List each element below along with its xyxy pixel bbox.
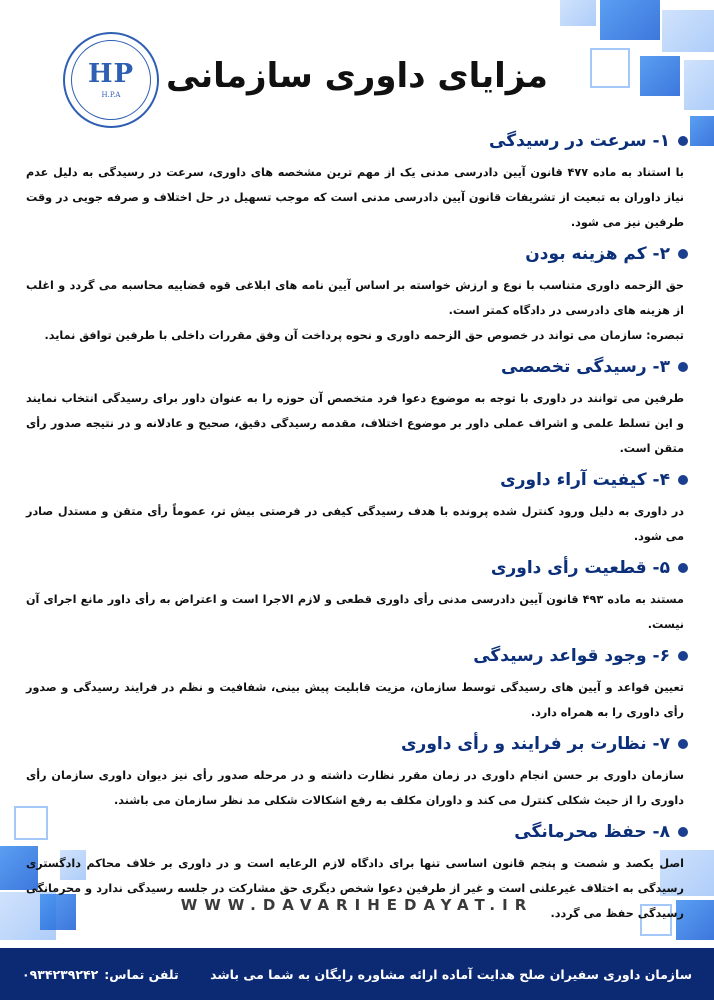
section-low-cost [26,241,688,348]
section-paragraph: سازمان داوری بر حسن انجام داوری در زمان مقرر نظارت داشته و در مرحله صدور رأی نیز دیوان داوری سازمان رأی داوری را از حیث شکلی کنترل می کند و داوران مکلف به رفع اشکالات شکلی مد نظر سازمان می باشند. [26,769,684,807]
section-heading: ۳- رسیدگی تخصصی [501,357,670,377]
logo-text: H.P.A [101,91,121,99]
section-note: تبصره: سازمان می تواند در خصوص حق الزحمه داوری و نحوه پرداخت آن وفق مقررات داخلی با طرفین توافق نماید. [44,329,684,342]
bullet-icon [678,362,688,372]
section-quality [26,467,688,549]
section-heading: ۷- نظارت بر فرایند و رأی داوری [400,734,670,754]
section-heading: ۶- وجود قواعد رسیدگی [473,646,670,666]
section-expert [26,354,688,461]
phone-number: ۰۹۳۴۲۳۹۲۴۲ [22,966,99,982]
bullet-icon [678,475,688,485]
section-heading: ۱- سرعت در رسیدگی [489,131,670,151]
section-heading: ۴- کیفیت آراء داوری [500,470,670,490]
footer-message: سازمان داوری سفیران صلح هدایت آماده ارائه مشاوره رایگان به شما می باشد [210,966,692,982]
sections-list [26,128,688,932]
bullet-icon [678,651,688,661]
footer-bar [0,948,714,1000]
section-paragraph: اصل یکصد و شصت و پنجم قانون اساسی تنها برای دادگاه لازم الرعایه است و در داوری بر خلاف محاکم دادگستری رسیدگی به اختلاف غیرعلنی است و غیر از طرفین دعوا شخص دیگری حق مشارکت در جلسه رسیدگی ندارد و محرمانگی رسیدگی حفظ می گردد. [26,857,684,920]
section-paragraph: مستند به ماده ۴۹۳ قانون آیین دادرسی مدنی رأی داوری قطعی و لازم الاجرا است و اعتراض به رأی داور مانع اجرای آن نیست. [26,593,684,631]
bullet-icon [678,827,688,837]
section-speed [26,128,688,235]
section-paragraph: حق الزحمه داوری متناسب با نوع و ارزش خواسته بر اساس آیین نامه های ابلاغی قوه قضاییه محاسبه می گردد و اغلب از هزینه های دادرسی در دادگاه کمتر است. [26,279,684,317]
section-paragraph: تعیین قواعد و آیین های رسیدگی توسط سازمان، مزیت قابلیت پیش بینی، شفافیت و نظم در فرایند رسیدگی و صدور رأی داوری را به همراه دارد. [26,681,684,719]
website-url: WWW.DAVARIHEDAYAT.IR [180,896,534,914]
section-finality [26,555,688,637]
section-heading: ۲- کم هزینه بودن [525,244,670,264]
bullet-icon [678,739,688,749]
section-paragraph: طرفین می توانند در داوری با توجه به موضوع دعوا فرد متخصص آن حوزه را به عنوان داور برای رسیدگی انتخاب نمایند و این تسلط علمی و اشراف عملی داور بر موضوع اختلاف، مقدمه رسیدگی دقیق، صحیح و عادلانه و در نتیجه صدور رأی متقن است. [26,392,684,455]
bullet-icon [678,136,688,146]
section-paragraph: با استناد به ماده ۴۷۷ قانون آیین دادرسی مدنی یک از مهم ترین مشخصه های داوری، سرعت در رسیدگی به دلیل عدم نیاز داوران به تبعیت از تشریفات قانون آیین دادرسی مدنی است که موجب تسهیل در حل اختلاف و صرفه جویی در وقت طرفین نیز می شود. [26,166,684,229]
section-supervision [26,731,688,813]
section-rules [26,643,688,725]
phone-label: تلفن تماس: [104,966,179,982]
section-paragraph: در داوری به دلیل ورود کنترل شده پرونده با هدف رسیدگی کیفی در فرصتی بیش تر، عموماً رأی متقن و مستدل صادر می شود. [26,505,684,543]
section-heading: ۵- قطعیت رأی داوری [490,558,670,578]
bullet-icon [678,249,688,259]
bullet-icon [678,563,688,573]
page-title: مزایای داوری سازمانی [166,56,548,96]
logo-mark: HP [87,59,135,89]
section-heading: ۸- حفظ محرمانگی [514,822,670,842]
contact-phone [22,967,179,982]
